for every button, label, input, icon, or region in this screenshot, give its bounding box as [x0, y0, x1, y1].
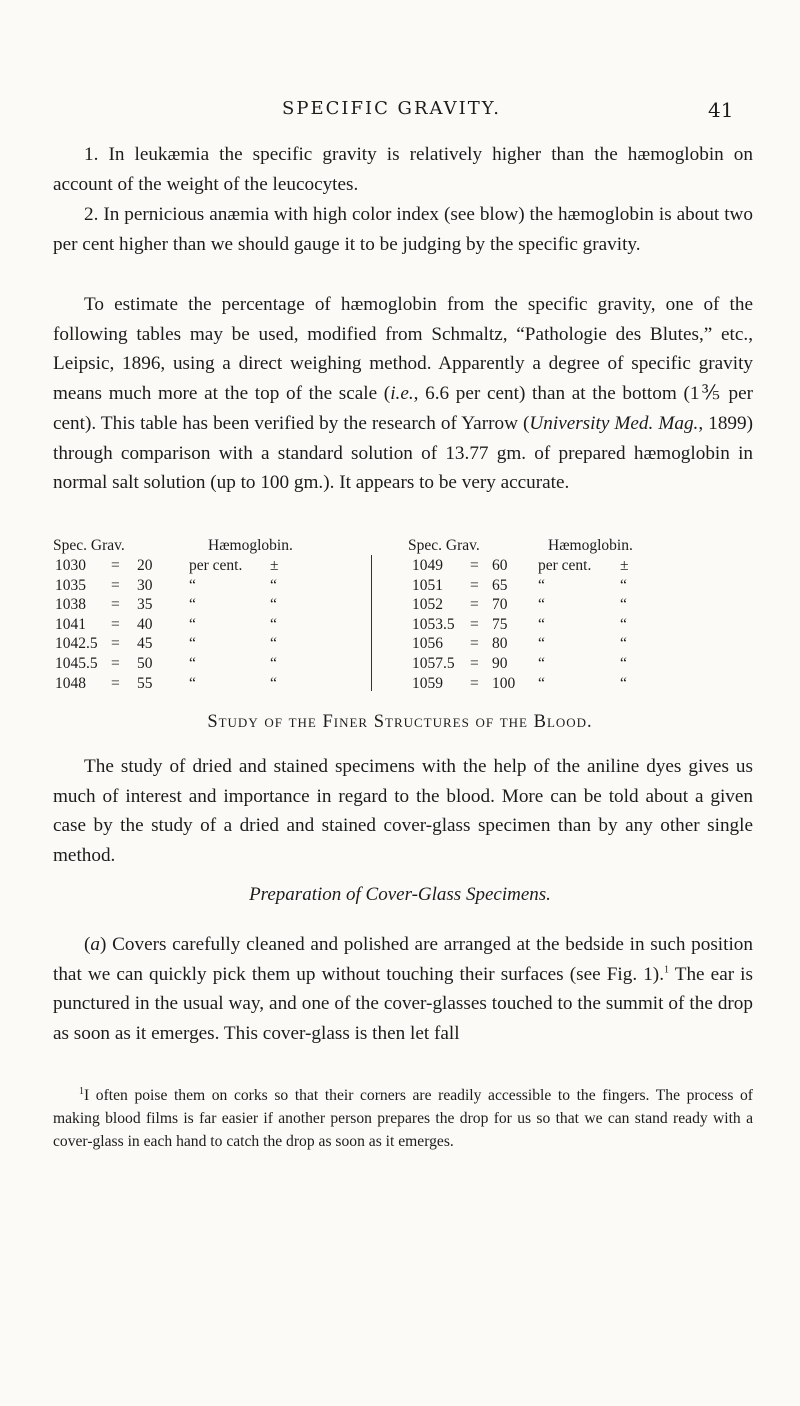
haemoglobin-value: 40 [137, 615, 153, 633]
spec-grav-value: 1042.5 [55, 635, 98, 653]
haemoglobin-value: 70 [492, 596, 508, 614]
unit-label: per cent. [189, 557, 243, 574]
table-row [53, 596, 353, 616]
page-header [0, 98, 800, 128]
unit-label: “ [189, 615, 196, 633]
spec-grav-value: 1057.5 [412, 654, 455, 672]
table-row [53, 616, 353, 636]
table-row [408, 635, 708, 655]
haemoglobin-value: 65 [492, 576, 508, 594]
equals-sign: = [470, 674, 479, 692]
equals-sign: = [111, 615, 120, 633]
equals-sign: = [470, 615, 479, 633]
plus-minus-mark: “ [270, 654, 277, 672]
plus-minus-mark: ± [270, 557, 279, 574]
unit-label: “ [538, 654, 545, 672]
table-row [408, 616, 708, 636]
item-label: a [90, 934, 100, 955]
page-number: 41 [708, 98, 734, 122]
plus-minus-mark: “ [620, 674, 627, 692]
table-row [408, 675, 708, 695]
plus-minus-mark: ± [620, 557, 629, 574]
table-row [53, 635, 353, 655]
subsection-title: Preparation of Cover-Glass Specimens. [249, 884, 551, 905]
plus-minus-mark: “ [620, 615, 627, 633]
haemoglobin-value: 55 [137, 674, 153, 692]
table-row [53, 655, 353, 675]
paragraph-leukaemia: 1. In leukæmia the specific gravity is relatively higher than the hæmoglobin on account of the weight of the leucocytes. [53, 144, 753, 195]
unit-label: “ [538, 674, 545, 692]
unit-label: “ [538, 576, 545, 594]
paragraph-estimate-haemoglobin: To estimate the percentage of hæmoglobin from the specific gravity, one of the following tables may be used, modified from Schmaltz, “Pathologie des Blutes,” etc., Leipsic, 1896, using a direct weighing method. Apparently a degree of specific gravity means much more at the top of the scale (i.e., 6.6 per cent) than at the bottom (1⅗ per cent). This table has been verified by the research of Yarrow (University Med. Mag., 1899) through comparison with a standard solution of 13.77 gm. of prepared hæmoglobin in normal salt solution (up to 100 gm.). It appears to be very accurate. [53, 294, 754, 494]
running-title: SPECIFIC GRAVITY. [282, 98, 501, 119]
paragraph-dried-stained-specimens: The study of dried and stained specimens with the help of the aniline dyes gives us much of interest and importance in regard to the blood. More can be told about a given case by the study of a dried and stained cover-glass specimen than by any other single method. [53, 756, 753, 867]
haemoglobin-value: 50 [137, 654, 153, 672]
spec-grav-value: 1053.5 [412, 615, 455, 633]
unit-label: per cent. [538, 557, 592, 574]
equals-sign: = [470, 557, 479, 574]
unit-label: “ [189, 654, 196, 672]
spec-grav-value: 1052 [412, 596, 443, 614]
haemoglobin-value: 35 [137, 596, 153, 614]
plus-minus-mark: “ [270, 674, 277, 692]
header-spec-grav: Spec. Grav. [408, 537, 480, 554]
equals-sign: = [470, 654, 479, 672]
haemoglobin-value: 75 [492, 615, 508, 633]
plus-minus-mark: “ [270, 635, 277, 653]
equals-sign: = [111, 576, 120, 594]
equals-sign: = [470, 576, 479, 594]
table-header-right [408, 537, 708, 557]
header-haemoglobin: Hæmoglobin. [208, 537, 293, 554]
section-title: Study of the Finer Structures of the Blood. [207, 712, 593, 732]
spec-grav-value: 1045.5 [55, 654, 98, 672]
table-row [53, 675, 353, 695]
equals-sign: = [470, 635, 479, 653]
spec-grav-value: 1035 [55, 576, 86, 594]
spec-grav-value: 1051 [412, 576, 443, 594]
journal-title: University Med. Mag. [529, 412, 699, 434]
unit-label: “ [189, 576, 196, 594]
table-right-column [408, 537, 708, 694]
plus-minus-mark: “ [620, 596, 627, 614]
table-row [408, 557, 708, 577]
haemoglobin-value: 45 [137, 635, 153, 653]
footnote-reference: 1 [664, 964, 669, 976]
paragraph-pernicious-anaemia: 2. In pernicious anæmia with high color index (see blow) the hæmoglobin is about two per cent higher than we should gauge it to be judging by the specific gravity. [53, 204, 753, 255]
unit-label: “ [538, 596, 545, 614]
haemoglobin-value: 20 [137, 557, 153, 574]
equals-sign: = [111, 674, 120, 692]
equals-sign: = [111, 654, 120, 672]
plus-minus-mark: “ [270, 596, 277, 614]
table-left-column [53, 537, 353, 694]
unit-label: “ [538, 615, 545, 633]
footnote: $^1$I often poise them on corks so that their corners are readily accessible to the fingers. The process of making blood films is far easier if another person prepares the drop for us so that we can stand ready with a cover-glass in each hand to catch the drop as soon as it emerges. [53, 1085, 753, 1150]
unit-label: “ [189, 596, 196, 614]
plus-minus-mark: “ [270, 576, 277, 594]
plus-minus-mark: “ [270, 615, 277, 633]
footnote-marker: 1 [79, 1085, 84, 1097]
equals-sign: = [111, 557, 120, 574]
unit-label: “ [189, 635, 196, 653]
spec-grav-value: 1056 [412, 635, 443, 653]
table-row [53, 577, 353, 597]
header-spec-grav: Spec. Grav. [53, 537, 125, 554]
spec-grav-value: 1048 [55, 674, 86, 692]
haemoglobin-value: 60 [492, 557, 508, 574]
table-row [53, 557, 353, 577]
haemoglobin-value: 100 [492, 674, 516, 692]
plus-minus-mark: “ [620, 635, 627, 653]
table-row [408, 655, 708, 675]
table-row [408, 596, 708, 616]
column-divider [371, 555, 372, 691]
equals-sign: = [111, 596, 120, 614]
unit-label: “ [189, 674, 196, 692]
unit-label: “ [538, 635, 545, 653]
paragraph-covers-cleaned: (a) Covers carefully cleaned and polished are arranged at the bedside in such position that we can quickly pick them up without touching their surfaces (see Fig. 1).$^1$ The ear is punctured in the usual way, and one of the cover-glasses touched to the summit of the drop as soon as it emerges. This cover-glass is then let fall [53, 934, 753, 1045]
haemoglobin-value: 90 [492, 654, 508, 672]
plus-minus-mark: “ [620, 576, 627, 594]
haemoglobin-value: 30 [137, 576, 153, 594]
specific-gravity-table [53, 537, 753, 692]
spec-grav-value: 1041 [55, 615, 86, 633]
haemoglobin-value: 80 [492, 635, 508, 653]
table-row [408, 577, 708, 597]
table-header-left [53, 537, 353, 557]
spec-grav-value: 1049 [412, 557, 443, 574]
spec-grav-value: 1059 [412, 674, 443, 692]
equals-sign: = [470, 596, 479, 614]
spec-grav-value: 1030 [55, 557, 86, 574]
spec-grav-value: 1038 [55, 596, 86, 614]
header-haemoglobin: Hæmoglobin. [548, 537, 633, 554]
equals-sign: = [111, 635, 120, 653]
plus-minus-mark: “ [620, 654, 627, 672]
